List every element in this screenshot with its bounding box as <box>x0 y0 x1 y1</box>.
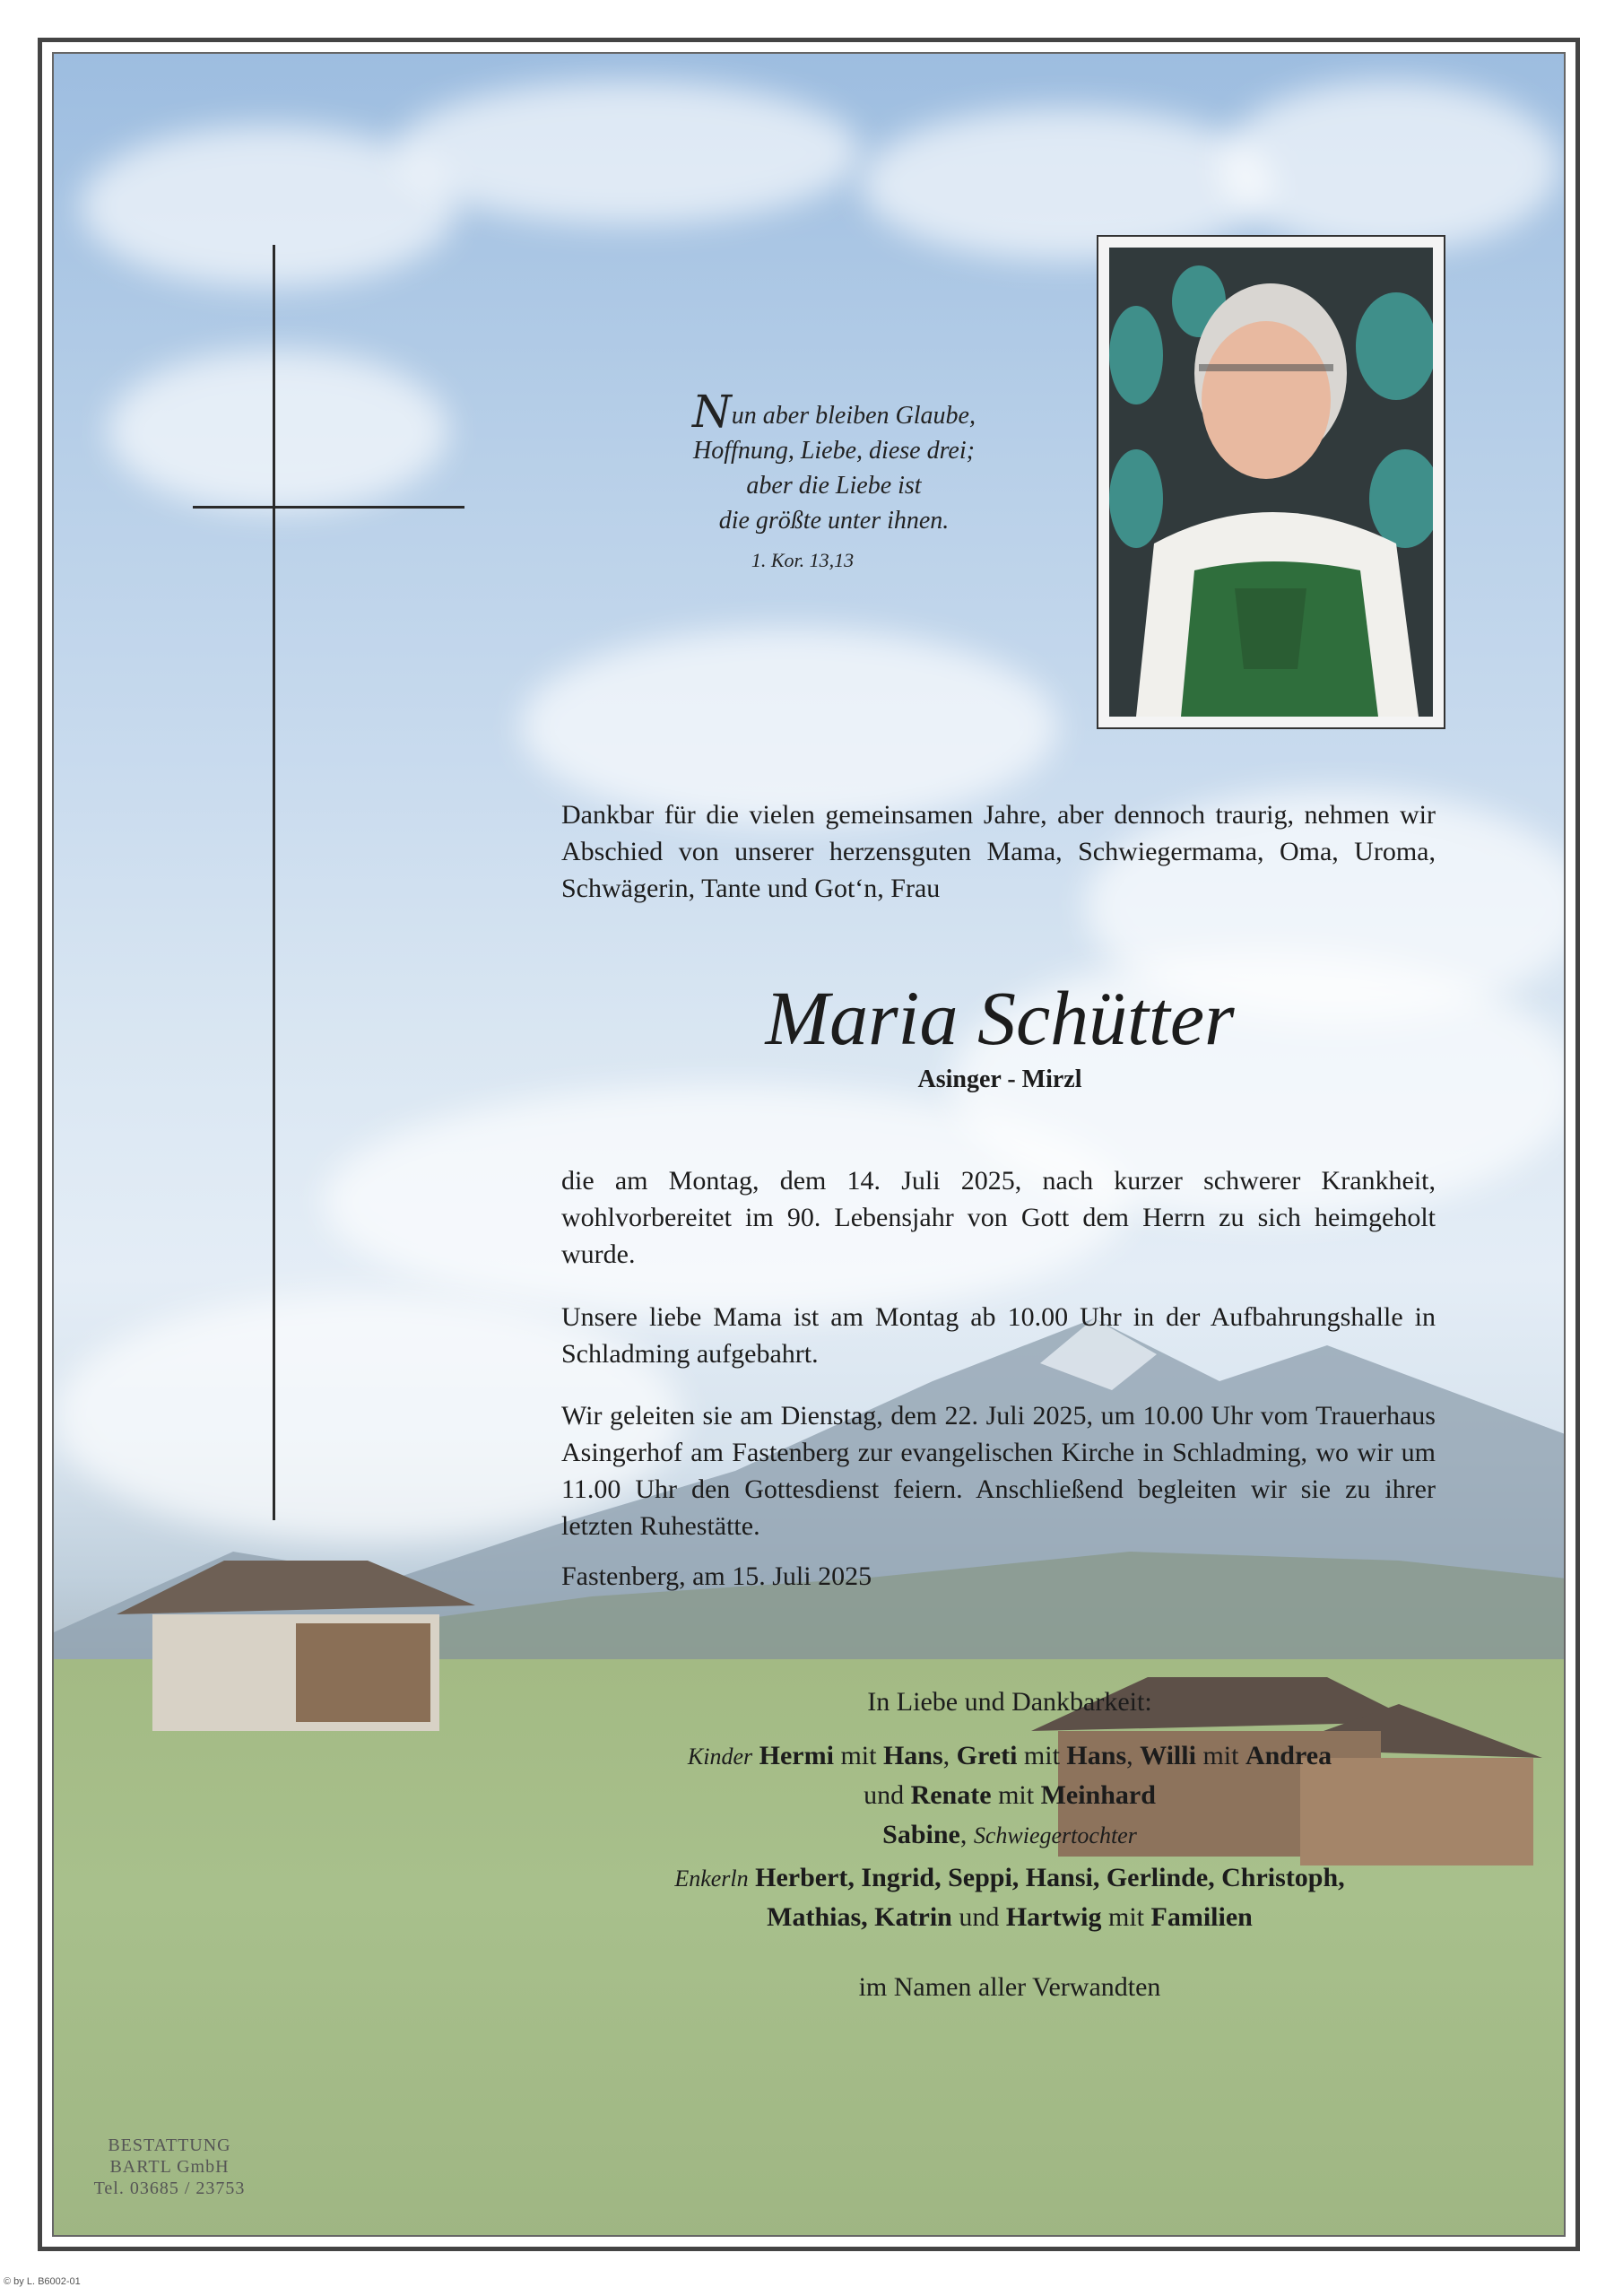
grandchildren-line-2: Mathias, Katrin und Hartwig mit Familien <box>767 1902 1253 1932</box>
grandchildren-label: Enkerln <box>674 1866 749 1892</box>
grandchildren-line-1: Enkerln Herbert, Ingrid, Seppi, Hansi, Gerlinde, Christoph, <box>674 1863 1345 1892</box>
closing-footer: im Namen aller Verwandten <box>858 1972 1161 2002</box>
funeral-service-text: Wir geleiten sie am Dienstag, dem 22. Juli 2025, um 10.00 Uhr vom Trauerhaus Asingerhof am Fastenberg zur evangelischen Kirche in Schladming, wo wir um 11.00 Uhr den Gottesdienst feiern. Anschließend begleiten wir sie zu ihrer letzten Ruhestätte. <box>561 1401 1436 1541</box>
quote-reference: 1. Kor. 13,13 <box>751 549 855 571</box>
closing-heading: In Liebe und Dankbarkeit: <box>867 1687 1152 1717</box>
deceased-name: Maria Schütter <box>765 975 1235 1061</box>
portrait-photo <box>1109 248 1433 717</box>
quote-initial: N <box>692 386 732 438</box>
daughter-in-law-line: Sabine, Schwiegertochter <box>882 1820 1137 1849</box>
cross-vertical <box>273 245 275 1520</box>
deceased-nickname: Asinger - Mirzl <box>917 1065 1082 1093</box>
children-label: Kinder <box>687 1744 753 1770</box>
funeral-home-stamp: BESTATTUNG BARTL GmbH Tel. 03685 / 23753 <box>93 2135 246 2198</box>
viewing-text: Unsere liebe Mama ist am Montag ab 10.00 Uhr in der Aufbahrungshalle in Schladming aufgebahrt. <box>561 1302 1436 1369</box>
intro-text: Dankbar für die vielen gemeinsamen Jahre, aber dennoch traurig, nehmen wir Abschied von unserer herzensguten Mama, Schwiegermama, Oma, Uroma, Schwägerin, Tante und Got‘n, Frau <box>561 800 1436 903</box>
portrait-frame <box>1097 235 1445 729</box>
cross-horizontal <box>193 506 464 509</box>
death-notice-text: die am Montag, dem 14. Juli 2025, nach kurzer schwerer Krankheit, wohlvorbereitet im 90. Lebensjahr von Gott dem Herrn zu sich heimgeholt wurde. <box>561 1166 1436 1269</box>
children-line-2: und Renate mit Meinhard <box>864 1780 1156 1810</box>
print-code: © by L. B6002-01 <box>4 2276 81 2287</box>
children-line-1: Kinder Hermi mit Hans, Greti mit Hans, Willi mit Andrea <box>687 1741 1332 1770</box>
place-date: Fastenberg, am 15. Juli 2025 <box>561 1561 872 1591</box>
bible-quote: Nun aber bleiben Glaube, Hoffnung, Liebe, diese drei; aber die Liebe ist die größte unter ihnen. <box>692 386 976 535</box>
